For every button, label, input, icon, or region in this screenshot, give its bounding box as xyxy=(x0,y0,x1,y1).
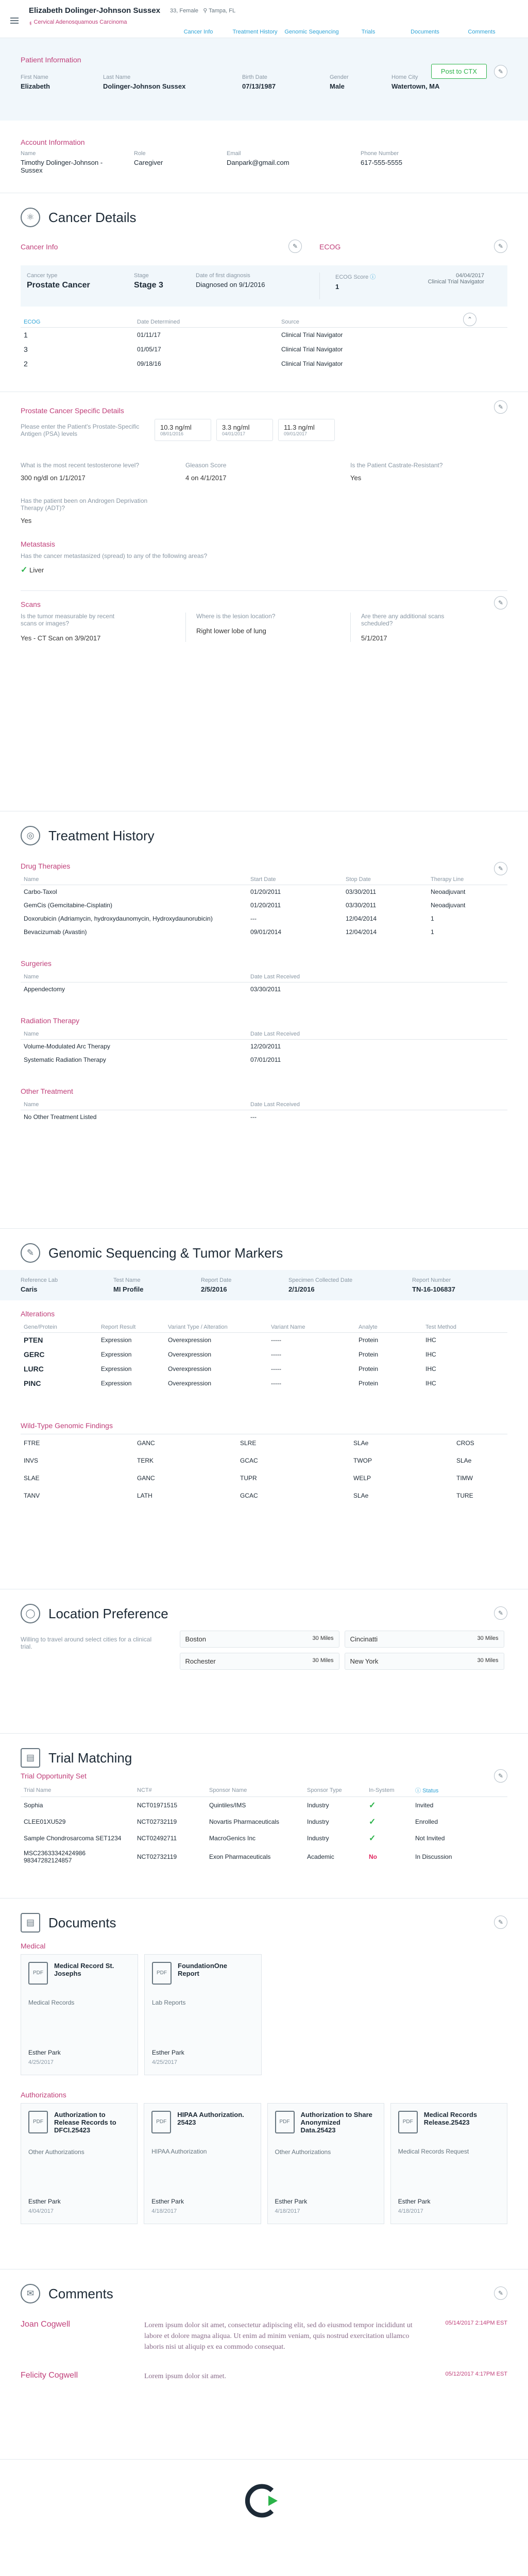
footer xyxy=(0,2459,528,2541)
cancer-details-title: Cancer Details xyxy=(48,209,137,225)
edit-patient-icon[interactable]: ✎ xyxy=(494,65,507,78)
cancer-summary-band xyxy=(21,265,507,323)
last-name-field: Last Name Dolinger-Johnson Sussex xyxy=(103,74,186,90)
ecog-score-field: ECOG Score ⓘ 1 xyxy=(319,273,407,299)
authorizations-title: Authorizations xyxy=(21,2091,66,2099)
documents-section xyxy=(0,1898,528,2269)
metastasis-title: Metastasis xyxy=(21,540,55,548)
birth-date-field: Birth Date 07/13/1987 xyxy=(242,74,276,90)
authorizations-list xyxy=(21,2103,507,2224)
nav-treatment-history[interactable]: Treatment History xyxy=(232,29,278,35)
document-card[interactable]: PDFFoundationOne Report Lab Reports Esther Park 4/25/2017 xyxy=(144,1954,262,2075)
section-nav xyxy=(170,26,510,39)
edit-ecog-icon[interactable]: ✎ xyxy=(494,240,507,253)
genomic-header xyxy=(0,1228,528,1270)
scans-title: Scans xyxy=(21,600,41,608)
table-row: LURC Expression Overexpression ----- Protein IHC xyxy=(24,1365,436,1373)
comment-item: Felicity Cogwell Lorem ipsum dolor sit amet. 05/12/2017 4:17PM EST xyxy=(21,2371,507,2380)
genomic-report-band xyxy=(0,1270,528,1300)
globe-icon: ◯ xyxy=(21,1604,40,1623)
metastasis-answer: ✓ Liver xyxy=(21,566,44,574)
check-icon: ✓ xyxy=(369,1834,376,1843)
cancer-details-section xyxy=(0,193,528,811)
trial-matching-section xyxy=(0,1733,528,1898)
pill-icon: ◎ xyxy=(21,826,40,845)
nav-genomic[interactable]: Genomic Sequencing xyxy=(284,29,339,35)
trials-header xyxy=(0,1733,528,1775)
table-row: Carbo-Taxol 01/20/2011 03/30/2011 Neoadjuvant xyxy=(24,888,466,895)
gleason-field: Gleason Score 4 on 4/1/2017 xyxy=(185,462,227,482)
cancer-info-label: Cancer Info xyxy=(21,243,58,251)
wild-type-title: Wild-Type Genomic Findings xyxy=(21,1421,113,1430)
reference-lab-field: Reference Lab Caris xyxy=(21,1277,58,1293)
psa-value-3: 11.3 ng/ml 09/01/2017 xyxy=(278,419,335,441)
logo-icon xyxy=(244,2480,285,2521)
home-city-field: Home City Watertown, MA xyxy=(391,74,440,90)
document-card[interactable]: PDFAuthorization to Share Anonymized Data.25423 Other Authorizations Esther Park 4/18/2017 xyxy=(267,2103,384,2224)
medical-docs-title: Medical xyxy=(21,1942,46,1950)
adt-field: Has the patient been on Androgen Deprivation Therapy (ADT)? Yes xyxy=(21,497,148,524)
documents-title: Documents xyxy=(48,1914,116,1930)
info-icon[interactable]: ⓘ xyxy=(415,1788,421,1794)
document-card[interactable]: PDFHIPAA Authorization. 25423 HIPAA Authorization Esther Park 4/18/2017 xyxy=(144,2103,261,2224)
city-item[interactable]: New York 30 Miles xyxy=(345,1653,504,1670)
table-row: No Other Treatment Listed --- xyxy=(24,1113,257,1121)
location-title: Location Preference xyxy=(48,1605,168,1621)
additional-scans-field: Are there any additional scans scheduled? 5/1/2017 xyxy=(350,613,505,642)
table-row: Appendectomy 03/30/2011 xyxy=(24,986,281,993)
lesion-location-field: Where is the lesion location? Right lower lobe of lung xyxy=(185,613,340,642)
genomic-section xyxy=(0,1228,528,1589)
table-row[interactable]: Sophia NCT01971515 Quintiles/IMS Industry ✓ Invited xyxy=(24,1801,434,1810)
comments-title: Comments xyxy=(48,2285,113,2301)
trials-title: Trial Matching xyxy=(48,1750,132,1766)
document-card[interactable]: PDFAuthorization to Release Records to DFCI.25423 Other Authorizations Esther Park 4/04/2017 xyxy=(21,2103,138,2224)
wild-type-table xyxy=(21,1434,507,1504)
edit-psa-icon[interactable]: ✎ xyxy=(494,400,507,414)
pdf-icon: PDF xyxy=(28,1962,48,1985)
city-item[interactable]: Cincinatti 30 Miles xyxy=(345,1631,504,1648)
document-card[interactable]: PDFMedical Record St. Josephs Medical Records Esther Park 4/25/2017 xyxy=(21,1954,138,2075)
diagnosis-label: ۽ Cervical Adenosquamous Carcinoma xyxy=(29,19,127,25)
diagnosis-date-field: Date of first diagnosis Diagnosed on 9/1/2016 xyxy=(196,273,265,289)
collapse-chevron-icon[interactable]: ⌃ xyxy=(463,313,476,326)
ecog-meta: 04/04/2017 Clinical Trial Navigator xyxy=(428,273,484,285)
top-bar xyxy=(0,0,528,38)
specimen-date-field: Specimen Collected Date 2/1/2016 xyxy=(288,1277,353,1293)
cancer-type-field: Cancer type Prostate Cancer xyxy=(27,273,90,290)
info-icon[interactable]: ⓘ xyxy=(370,274,376,280)
pdf-icon: PDF xyxy=(152,1962,172,1985)
table-row: Systematic Radiation Therapy 07/01/2011 xyxy=(24,1056,281,1063)
alterations-title: Alterations xyxy=(21,1310,55,1318)
table-row: Doxorubicin (Adriamycin, hydroxydaunomycin, Hydroxydaunorubicin) --- 12/04/2014 1 xyxy=(24,915,434,922)
dna-icon: ✎ xyxy=(21,1243,40,1263)
testosterone-field: What is the most recent testosterone level? 300 ng/dl on 1/1/2017 xyxy=(21,462,140,482)
city-list xyxy=(180,1631,507,1670)
edit-location-icon[interactable]: ✎ xyxy=(494,1606,507,1620)
location-header xyxy=(0,1589,528,1631)
edit-documents-icon[interactable]: ✎ xyxy=(494,1916,507,1929)
scan-measurable-field: Is the tumor measurable by recent scans or images? Yes - CT Scan on 3/9/2017 xyxy=(21,613,115,642)
role-field: Role Caregiver xyxy=(134,150,163,166)
phone-field: Phone Number 617-555-5555 xyxy=(361,150,402,166)
surgeries-table: Name Date Last Received Appendectomy 03/30/2011 xyxy=(21,972,507,996)
table-row: PINC Expression Overexpression ----- Protein IHC xyxy=(24,1379,436,1387)
surgeries-title: Surgeries xyxy=(21,959,52,968)
nav-comments[interactable]: Comments xyxy=(468,29,496,35)
table-row: PTEN Expression Overexpression ----- Protein IHC xyxy=(24,1336,436,1344)
psa-value-2: 3.3 ng/ml 04/01/2017 xyxy=(216,419,273,441)
treatment-title: Treatment History xyxy=(48,827,155,843)
menu-icon[interactable] xyxy=(10,18,19,24)
psa-title: Prostate Cancer Specific Details xyxy=(21,406,124,415)
table-row: GemCis (Gemcitabine-Cisplatin) 01/20/2011 03/30/2011 Neoadjuvant xyxy=(24,902,466,909)
metastasis-question: Has the cancer metastasized (spread) to any of the following areas? xyxy=(21,552,208,560)
ribbon-icon: ۽ xyxy=(29,19,32,25)
medical-docs-list xyxy=(21,1954,507,2075)
nav-cancer-info[interactable]: Cancer Info xyxy=(183,29,213,35)
city-item[interactable]: Boston 30 Miles xyxy=(180,1631,339,1648)
alterations-table: Gene/Protein Report Result Variant Type / Alteration Variant Name Analyte Test Method PTEN Expression Overexpression ----- Protein IHC GERC Expression Overexpression ----- Protein IHC LURC Expression Overexpression ----- Protein IHC PINC Expression Overexpression ----- Protein IHC xyxy=(21,1322,507,1391)
ecog-history-table: ECOG Date Determined Source 1 01/11/17 Clinical Trial Navigator 3 01/05/17 Clinical Trial Navigator 2 09/18/16 Clinical Trial Navigator xyxy=(21,317,507,371)
comment-item: Joan Cogwell Lorem ipsum dolor sit amet, consectetur adipiscing elit, sed do eiusmod tempor incididunt ut labore et dolore magna aliqua. Ut enim ad minim veniam, quis nostrud exercitation ullamco laboris nisi ut aliquip ex ea commodo consequat. 05/14/2017 2:14PM EST xyxy=(21,2320,507,2351)
account-name-field: Name Timothy Dolinger-Johnson - Sussex xyxy=(21,150,103,174)
table-row: GERC Expression Overexpression ----- Protein IHC xyxy=(24,1350,436,1359)
castrate-field: Is the Patient Castrate-Resistant? Yes xyxy=(350,462,443,482)
cancer-ribbon-icon: ⚛ xyxy=(21,208,40,227)
other-treatment-title: Other Treatment xyxy=(21,1087,73,1095)
patient-info-panel xyxy=(0,38,528,121)
drug-therapies-title: Drug Therapies xyxy=(21,862,71,870)
table-row: FTRE GANC SLRE SLAe CROS xyxy=(24,1439,474,1447)
table-row: TANV LATH GCAC SLAe TURE xyxy=(24,1492,473,1499)
table-row: SLAE GANC TUPR WELP TIMW xyxy=(24,1475,473,1482)
genomic-title: Genomic Sequencing & Tumor Markers xyxy=(48,1245,283,1261)
check-icon: ✓ xyxy=(21,566,28,574)
table-row[interactable]: CLEE01XU529 NCT02732119 Novartis Pharmaceuticals Industry ✓ Enrolled xyxy=(24,1818,438,1826)
table-row: 2 09/18/16 Clinical Trial Navigator xyxy=(24,360,343,368)
documents-icon: ▤ xyxy=(21,1913,40,1933)
gender-field: Gender Male xyxy=(330,74,349,90)
table-row: Volume-Modulated Arc Therapy 12/20/2011 xyxy=(24,1043,281,1050)
pdf-icon: PDF xyxy=(275,2111,295,2133)
edit-trials-icon[interactable]: ✎ xyxy=(494,1769,507,1783)
patient-meta: 33, Female ⚲ Tampa, FL xyxy=(170,8,236,14)
document-card[interactable]: PDFMedical Records Release.25423 Medical Records Request Esther Park 4/18/2017 xyxy=(390,2103,507,2224)
nav-trials[interactable]: Trials xyxy=(361,29,376,35)
edit-cancer-info-icon[interactable]: ✎ xyxy=(288,240,302,253)
table-row[interactable]: MSC23633342424986 98347282124857 NCT02732119 Exon Pharmaceuticals Academic No In Discussion xyxy=(24,1850,452,1864)
comment-icon: ✉ xyxy=(21,2284,40,2303)
account-info-title: Account Information xyxy=(21,138,85,146)
ecog-label: ECOG xyxy=(319,243,341,251)
report-number-field: Report Number TN-16-106837 xyxy=(412,1277,455,1293)
post-to-ctx-button[interactable]: Post to CTX xyxy=(431,64,487,79)
table-row[interactable]: Sample Chondrosarcoma SET1234 NCT02492711 MacroGenics Inc Industry ✓ Not Invited xyxy=(24,1834,445,1843)
trial-chart-icon: ▤ xyxy=(21,1748,40,1768)
documents-header xyxy=(0,1898,528,1940)
location-section xyxy=(0,1589,528,1733)
radiation-title: Radiation Therapy xyxy=(21,1016,80,1025)
drug-therapies-table: Name Start Date Stop Date Therapy Line Carbo-Taxol 01/20/2011 03/30/2011 Neoadjuvant GemCis (Gemcitabine-Cisplatin) 01/20/2011 03/30/2011 Neoadjuvant Doxorubicin (Adriamycin, hydroxydaunomycin, Hydroxydaunorubicin) --- 12/04/2014 1 Bevacizumab (Avastin) 09/01/2014 12/04/2014 1 xyxy=(21,874,507,939)
city-item[interactable]: Rochester 30 Miles xyxy=(180,1653,339,1670)
table-row: 1 01/11/17 Clinical Trial Navigator xyxy=(24,331,343,339)
report-date-field: Report Date 2/5/2016 xyxy=(201,1277,232,1293)
check-icon: ✓ xyxy=(369,1801,376,1810)
add-comment-icon[interactable]: ✎ xyxy=(494,2286,507,2300)
location-pin-icon: ⚲ xyxy=(203,8,208,14)
check-icon: ✓ xyxy=(369,1818,376,1826)
pdf-icon: PDF xyxy=(28,2111,48,2133)
email-field: Email Danpark@gmail.com xyxy=(227,150,289,166)
travel-question: Willing to travel around select cities for a clinical trial. xyxy=(21,1636,152,1650)
patient-name: Elizabeth Dolinger-Johnson Sussex xyxy=(29,6,161,15)
other-treatment-table: Name Date Last Received No Other Treatment Listed --- xyxy=(21,1099,507,1124)
account-info-panel xyxy=(0,121,528,193)
trials-table: Trial Name NCT# Sponsor Name Sponsor Type In-System ⓘ Status Sophia NCT01971515 Quintiles/IMS Industry ✓ Invited CLEE01XU529 NCT02732119 Novartis Pharmaceuticals Industry ✓ Enrolled Sample Chondrosarcoma SET1234 NCT02492711 MacroGenics Inc Industry ✓ Not Invited MSC23633342424986 98347282124857 NCT02732119 Exon Pharmaceuticals Academic No In Discussion xyxy=(21,1784,507,1867)
radiation-table: Name Date Last Received Volume-Modulated Arc Therapy 12/20/2011 Systematic Radiation Therapy 07/01/2011 xyxy=(21,1029,507,1066)
table-row: 3 01/05/17 Clinical Trial Navigator xyxy=(24,345,343,353)
treatment-header xyxy=(0,811,528,853)
patient-info-title: Patient Information xyxy=(21,56,81,64)
table-row: Bevacizumab (Avastin) 09/01/2014 12/04/2014 1 xyxy=(24,928,434,936)
pdf-icon: PDF xyxy=(151,2111,171,2133)
trial-set-title: Trial Opportunity Set xyxy=(21,1772,87,1780)
table-row: INVS TERK GCAC TWOP SLAe xyxy=(24,1457,472,1464)
psa-value-1: 10.3 ng/ml 08/01/2016 xyxy=(155,419,211,441)
test-name-field: Test Name MI Profile xyxy=(113,1277,144,1293)
comments-header xyxy=(0,2269,528,2311)
first-name-field: First Name Elizabeth xyxy=(21,74,50,90)
psa-question: Please enter the Patient's Prostate-Specific Antigen (PSA) levels xyxy=(21,422,140,437)
stage-field: Stage Stage 3 xyxy=(134,273,163,290)
comments-section xyxy=(0,2269,528,2459)
edit-scans-icon[interactable]: ✎ xyxy=(494,596,507,609)
edit-treatment-icon[interactable]: ✎ xyxy=(494,862,507,875)
treatment-history-section xyxy=(0,811,528,1228)
cancer-details-header xyxy=(0,193,528,234)
pdf-icon: PDF xyxy=(398,2111,418,2133)
nav-documents[interactable]: Documents xyxy=(411,29,439,35)
